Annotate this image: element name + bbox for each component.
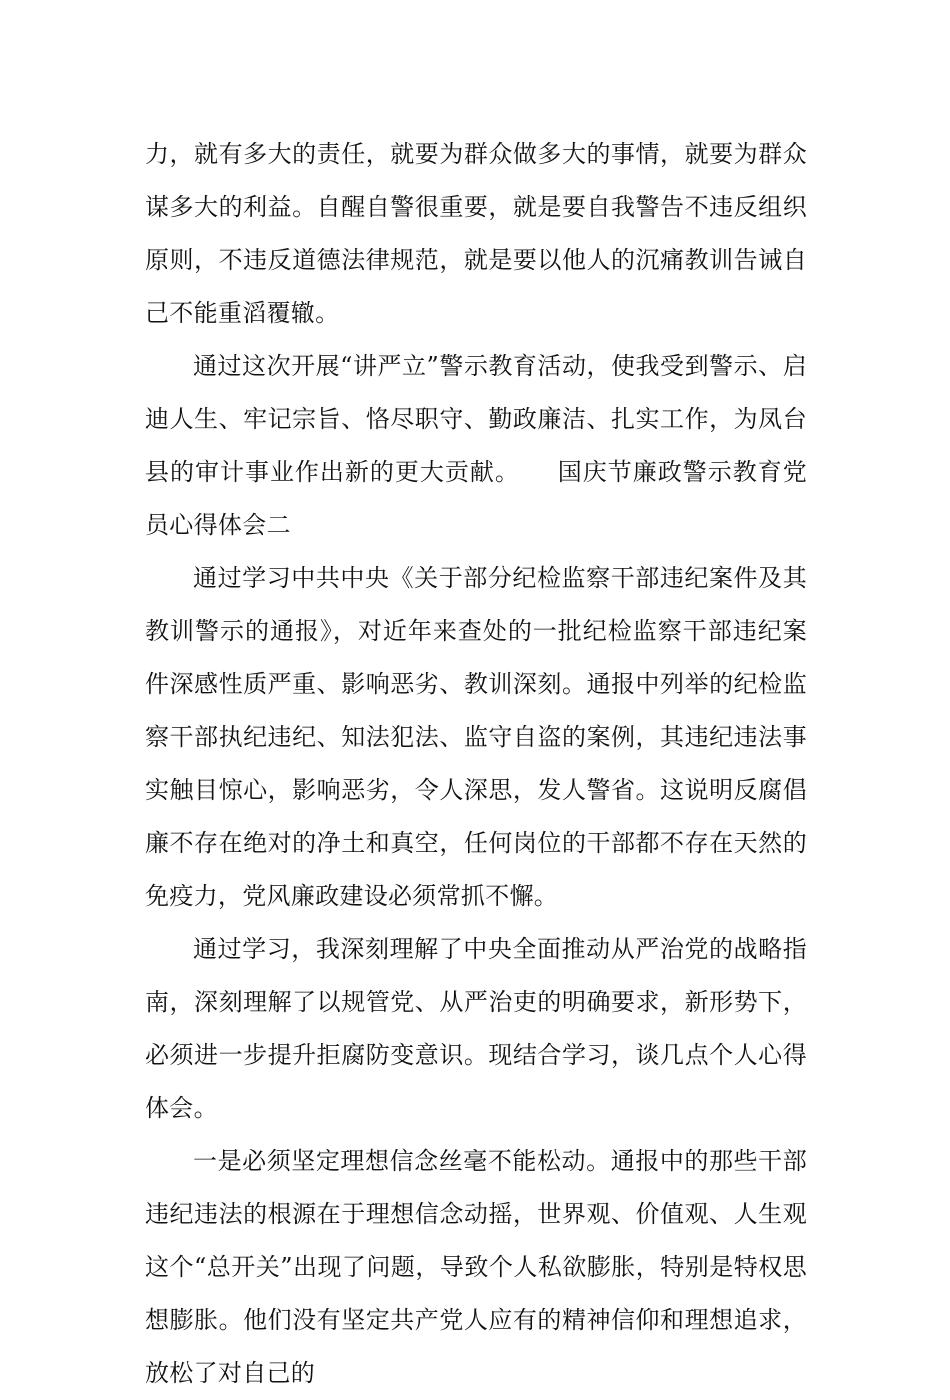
paragraph-point-one: 一是必须坚定理想信念丝毫不能松动。通报中的那些干部违纪违法的根源在于理想信念动摇，世界观、价值观、人生观这个“总开关”出现了问题，导致个人私欲膨胀，特别是特权思想膨胀。他们没有坚定共产党人应有的精神信仰和理想追求，放松了对自己的: [145, 1147, 807, 1387]
paragraph-jiang-yan-li: 通过这次开展“讲严立”警示教育活动，使我受到警示、启迪人生、牢记宗旨、恪尽职守、勤政廉洁、扎实工作，为凤台县的审计事业作出新的更大贡献。 国庆节廉政警示教育党员心得体会二: [145, 352, 807, 539]
paragraph-study-notice: 通过学习中共中央《关于部分纪检监察干部违纪案件及其教训警示的通报》，对近年来查处的一批纪检监察干部违纪案件深感性质严重、影响恶劣、教训深刻。通报中列举的纪检监察干部执纪违纪、知法犯法、监守自盗的案例，其违纪违法事实触目惊心，影响恶劣，令人深思，发人警省。这说明反腐倡廉不存在绝对的净土和真空，任何岗位的干部都不存在天然的免疫力，党风廉政建设必须常抓不懈。: [145, 564, 807, 910]
paragraph-understanding: 通过学习，我深刻理解了中央全面推动从严治党的战略指南，深刻理解了以规管党、从严治吏的明确要求，新形势下，必须进一步提升拒腐防变意识。现结合学习，谈几点个人心得体会。: [145, 935, 807, 1122]
paragraph-continued: 力，就有多大的责任，就要为群众做多大的事情，就要为群众谋多大的利益。自醒自警很重要，就是要自我警告不违反组织原则，不违反道德法律规范，就是要以他人的沉痛教训告诫自己不能重滔覆辙。: [145, 140, 807, 327]
document-body: [145, 128, 807, 1400]
